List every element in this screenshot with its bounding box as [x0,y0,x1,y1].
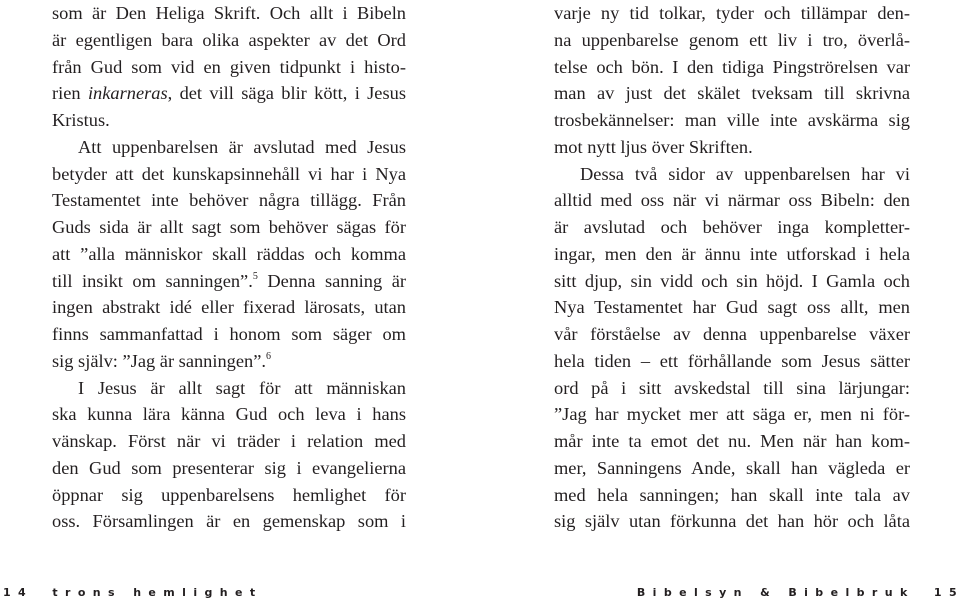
text-line: alltid med oss när vi närmar oss Bibeln: den [554,190,910,211]
text-line: betyder att det kunskapsinnehåll vi har i Nya [52,163,406,184]
text-line: Dessa två sidor av uppenbarelsen har vi [580,163,910,184]
text-line: som är Den Heliga Skrift. Och allt i Bibeln [52,3,406,23]
text-line: ska kunna lära känna Gud och leva i hans [52,404,406,425]
text-line: Nya Testamentet har Gud sagt oss allt, men [554,297,910,318]
text-line: sig själv: ”Jag är sanningen”.$^6$ [52,350,271,371]
text-line: sitt djup, sin vidd och sin höjd. I Gamla och [554,270,910,291]
text-line: vänskap. Först när vi träder i relation med [52,431,406,451]
footnote-ref: 5 [252,270,258,282]
text-line: varje ny tid tolkar, tyder och tillämpar den- [554,3,910,23]
footer-left [3,586,263,599]
footer-right [637,586,964,599]
left-page-text [52,0,406,535]
text-line: öppnar sig uppenbarelsens hemlighet för [52,484,406,505]
text-line: Testamentet inte behöver några tillägg. Från [52,190,406,211]
text-line: I Jesus är allt sagt för att människan [78,377,406,398]
text-line: mår inte ta emot det nu. Men när han kom- [554,431,910,451]
text-line: ord på i sitt avskedstal till sina lärjungar: [554,377,910,398]
text-line: är avslutad och behöver inga kompletter- [554,217,910,237]
text-line: vår förståelse av denna uppenbarelse växer [554,324,910,344]
text-line: trosbekännelser: man ville inte avskärma sig [554,110,910,130]
text-line: telse och bön. I den tidiga Pingströrelsen var [554,56,910,77]
text-line: mot nytt ljus över Skriften. [554,136,753,157]
text-line: oss. Församlingen är en gemenskap som i [52,511,406,532]
text-line: den Gud som presenterar sig i evangelierna [52,457,406,478]
text-line: mer, Sanningens Ande, skall han vägleda er [554,457,910,478]
text-line: Att uppenbarelsen är avslutad med Jesus [78,136,406,157]
text-line: ingen abstrakt idé eller fixerad lärosats, utan [52,297,406,318]
text-line: ingar, men den är ännu inte utforskad i hela [554,243,910,264]
text-line: från Gud som vid en given tidpunkt i histo- [52,56,406,77]
text-line: finns sammanfattad i honom som säger om [52,324,406,344]
text-line: till insikt om sanningen”.$^5$ Denna sanning är [52,270,406,291]
right-page-text [554,0,910,535]
page-number-right: 15 [933,586,964,599]
text-line: ”Jag har mycket mer att säga er, men ni för- [554,404,910,425]
running-title-left: trons hemlighet [52,586,263,599]
text-line: Guds sida är allt sagt som behöver sägas för [52,217,406,237]
running-title-right: Bibelsyn & Bibelbruk [636,586,915,599]
text-line: sig själv utan förkunna det han hör och låta [554,511,910,532]
text-line: är egentligen bara olika aspekter av det Ord [52,29,406,50]
text-line: rien inkarneras, det vill säga blir kött, i Jesus [52,83,406,104]
text-line: na uppenbarelse genom ett liv i tro, överlå- [554,29,910,50]
emphasis: inkarneras [87,83,168,104]
footnote-ref: 6 [266,350,271,362]
page-number-left: 14 [3,586,34,599]
text-line: med hela sanningen; han skall inte tala av [554,484,910,505]
text-line: man av just det skälet tveksam till skrivna [554,83,910,104]
text-line: att ”alla människor skall räddas och komma [52,243,406,264]
text-line: Kristus. [52,110,110,130]
text-line: hela tiden – ett förhållande som Jesus sätter [554,350,910,371]
